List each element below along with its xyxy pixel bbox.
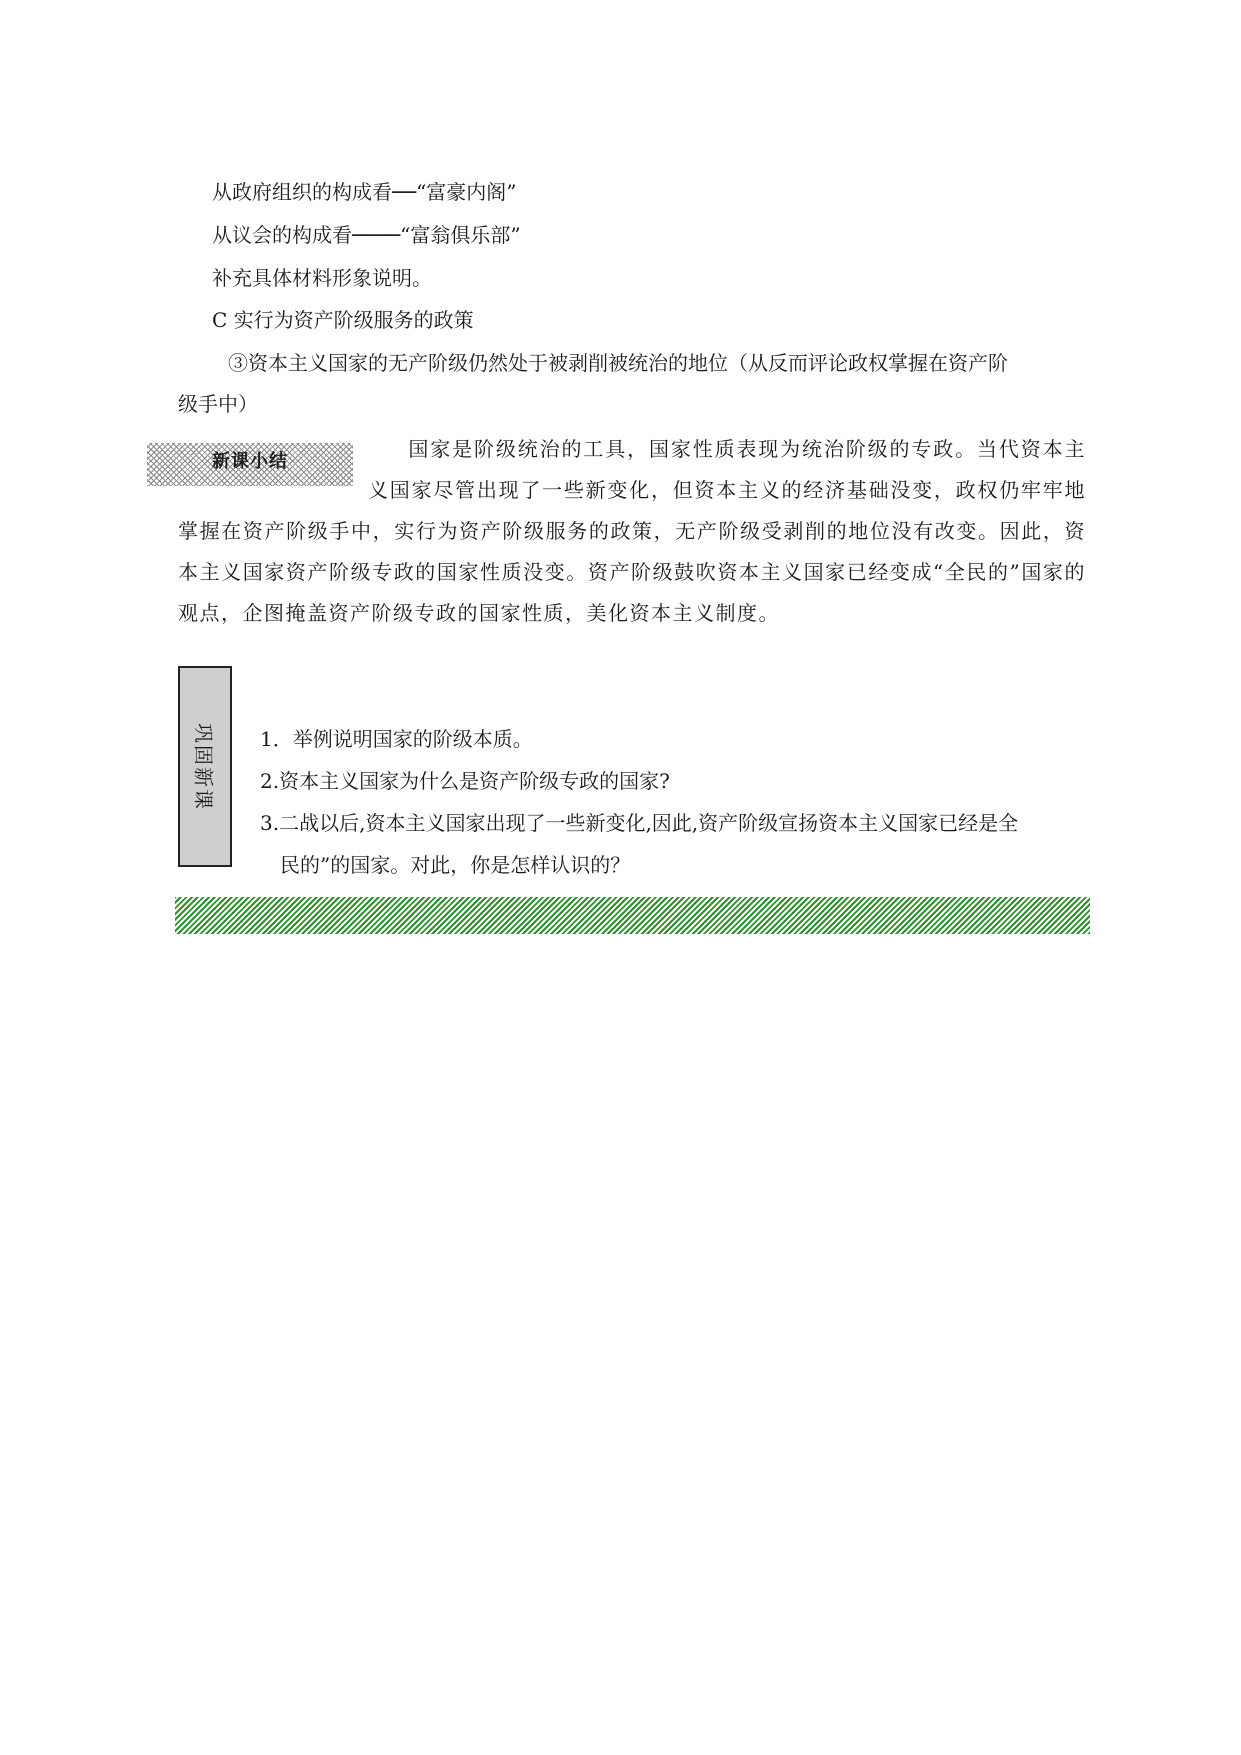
- question-3-cont: 民的”的国家。对此，你是怎样认识的？: [280, 853, 631, 877]
- line-parliament: 从议会的构成看────“富翁俱乐部”: [212, 223, 521, 247]
- line-government: 从政府组织的构成看──“富豪内阁”: [212, 180, 517, 204]
- summary-text: [178, 429, 1086, 634]
- point3-line2: 级手中）: [178, 392, 258, 416]
- question-3: 3.二战以后,资本主义国家出现了一些新变化,因此,资产阶级宣扬资本主义国家已经是全: [260, 811, 1019, 835]
- line-supplement: 补充具体材料形象说明。: [212, 266, 432, 290]
- question-1: 1．举例说明国家的阶级本质。: [260, 727, 533, 751]
- consolidate-label: [178, 666, 232, 867]
- question-2: 2.资本主义国家为什么是资产阶级专政的国家?: [260, 769, 670, 793]
- green-divider-bar: [175, 897, 1090, 934]
- point3-line1: ③资本主义国家的无产阶级仍然处于被剥削被统治的地位（从反而评论政权掌握在资产阶: [228, 351, 1008, 375]
- consolidate-label-text: 巩固新课: [191, 722, 216, 811]
- summary-label-text: 新课小结: [212, 451, 288, 472]
- line-policy: C 实行为资产阶级服务的政策: [212, 308, 474, 332]
- summary-paragraph: 国家是阶级统治的工具，国家性质表现为统治阶级的专政。当代资本主义国家尽管出现了一些新变化，但资本主义的经济基础没变，政权仍牢牢地掌握在资产阶级手中，实行为资产阶级服务的政策，无产阶级受剥削的地位没有改变。因此，资本主义国家资产阶级专政的国家性质没变。资产阶级鼓吹资本主义国家已经变成“全民的”国家的观点，企图掩盖资产阶级专政的国家性质，美化资本主义制度。: [178, 437, 1086, 625]
